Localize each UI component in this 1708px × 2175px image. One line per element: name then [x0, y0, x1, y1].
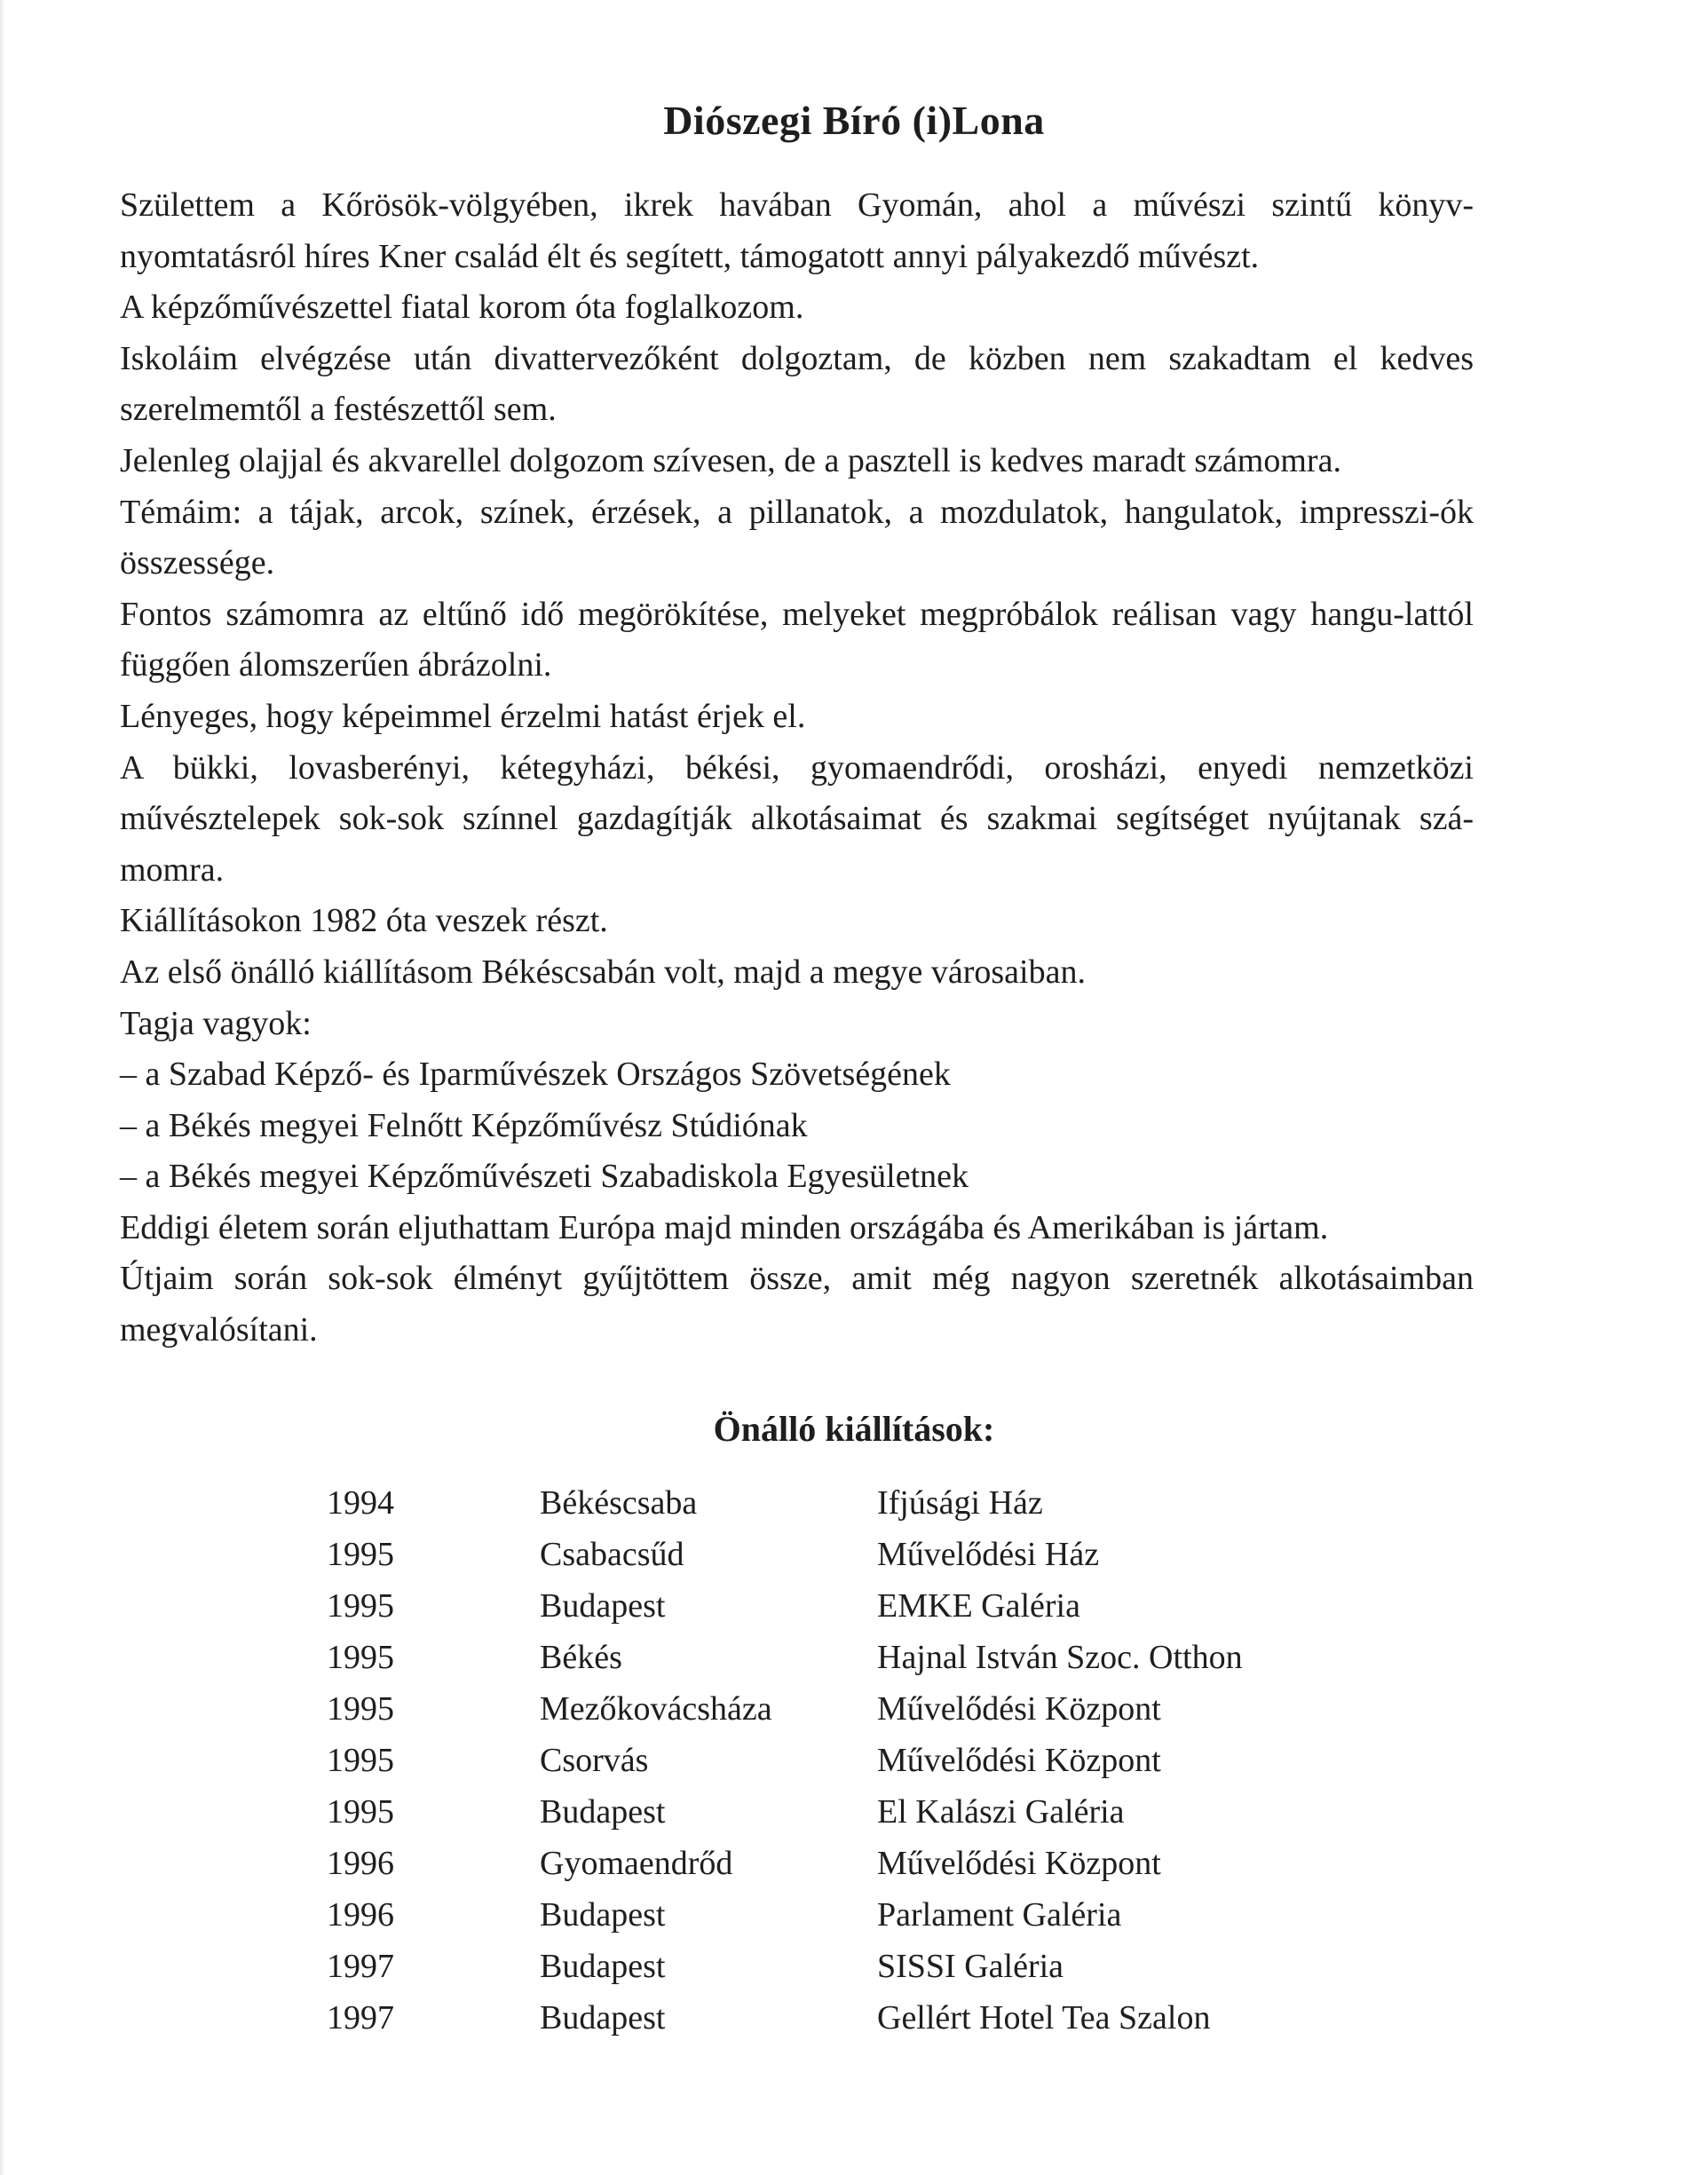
paragraph: Útjaim során sok-sok élményt gyűjtöttem össze, amit még nagyon szeretnék alkotásaimban megvalósítani. — [120, 1260, 1474, 1349]
exhibition-city: Budapest — [540, 1793, 666, 1831]
table-row — [327, 1889, 1339, 1941]
exhibition-venue: Művelődési Központ — [877, 1845, 1161, 1882]
exhibition-city: Budapest — [540, 1948, 666, 1985]
exhibition-year: 1996 — [327, 1896, 394, 1934]
exhibition-city: Mezőkovácsháza — [540, 1690, 772, 1728]
exhibition-year: 1995 — [327, 1690, 394, 1728]
exhibition-year: 1995 — [327, 1587, 394, 1625]
exhibition-venue: Művelődési Ház — [877, 1536, 1100, 1573]
exhibition-venue: SISSI Galéria — [877, 1948, 1064, 1985]
paragraph: Eddigi életem során eljuthattam Európa majd minden országába és Amerikában is jártam. — [120, 1208, 1329, 1246]
exhibition-venue: Művelődési Központ — [877, 1742, 1161, 1779]
exhibition-year: 1995 — [327, 1639, 394, 1676]
exhibition-venue: Parlament Galéria — [877, 1896, 1122, 1934]
exhibition-venue: Hajnal István Szoc. Otthon — [877, 1639, 1243, 1676]
table-row — [327, 1735, 1339, 1786]
exhibition-venue: Gellért Hotel Tea Szalon — [877, 1999, 1211, 2037]
exhibition-city: Békés — [540, 1639, 622, 1676]
exhibition-city: Budapest — [540, 1896, 666, 1934]
table-row — [327, 1786, 1339, 1838]
paragraph: Kiállításokon 1982 óta veszek részt. — [120, 902, 608, 940]
table-row — [327, 1992, 1339, 2044]
exhibition-year: 1994 — [327, 1484, 394, 1522]
table-row — [327, 1683, 1339, 1735]
paragraph: Fontos számomra az eltűnő idő megörökítése, melyeket megpróbálok reálisan vagy hangu-lattól függően álomszerűen ábrázolni. — [120, 595, 1474, 684]
exhibitions-table — [327, 1477, 1339, 2044]
membership-item: – a Békés megyei Képzőművészeti Szabadiskola Egyesületnek — [120, 1158, 969, 1196]
membership-item: – a Szabad Képző- és Iparművészek Országos Szövetségének — [120, 1056, 951, 1094]
paragraph: A bükki, lovasberényi, kétegyházi, békési, gyomaendrődi, orosházi, enyedi nemzetközi művésztelepek sok-sok színnel gazdagítják alkotásaimat és szakmai segítséget nyújtanak szá-momra. — [120, 748, 1474, 889]
table-row — [327, 1838, 1339, 1889]
paragraph: Témáim: a tájak, arcok, színek, érzések, a pillanatok, a mozdulatok, hangulatok, impresszi-ók összessége. — [120, 493, 1474, 582]
table-row — [327, 1529, 1339, 1580]
table-row — [327, 1632, 1339, 1683]
exhibition-year: 1995 — [327, 1793, 394, 1831]
exhibition-year: 1997 — [327, 1999, 394, 2037]
exhibition-venue: El Kalászi Galéria — [877, 1793, 1125, 1831]
membership-item: – a Békés megyei Felnőtt Képzőművész Stúdiónak — [120, 1106, 808, 1144]
paragraph: Születtem a Kőrösök-völgyében, ikrek havában Gyomán, ahol a művészi szintű könyv-nyomtatásról híres Kner család élt és segített, támogatott annyi pályakezdő művészt. — [120, 186, 1474, 275]
table-row — [327, 1580, 1339, 1632]
exhibition-city: Budapest — [540, 1587, 666, 1625]
paragraph: A képzőművészettel fiatal korom óta foglalkozom. — [120, 289, 804, 327]
exhibition-city: Csorvás — [540, 1742, 649, 1779]
exhibition-year: 1997 — [327, 1948, 394, 1985]
table-row — [327, 1477, 1339, 1529]
paragraph: Iskoláim elvégzése után divattervezőként dolgoztam, de közben nem szakadtam el kedves szerelmemtől a festészettől sem. — [120, 339, 1474, 429]
exhibition-venue: EMKE Galéria — [877, 1587, 1080, 1625]
paragraph: Az első önálló kiállításom Békéscsabán volt, majd a megye városaiban. — [120, 953, 1086, 991]
exhibitions-heading: Önálló kiállítások: — [713, 1409, 995, 1449]
exhibition-year: 1996 — [327, 1845, 394, 1882]
page-title: Diószegi Bíró (i)Lona — [663, 98, 1045, 143]
exhibition-year: 1995 — [327, 1742, 394, 1779]
table-row — [327, 1941, 1339, 1992]
paragraph: Jelenleg olajjal és akvarellel dolgozom szívesen, de a pasztell is kedves maradt számomra. — [120, 441, 1341, 479]
exhibition-city: Gyomaendrőd — [540, 1845, 733, 1882]
paragraph: Lényeges, hogy képeimmel érzelmi hatást érjek el. — [120, 697, 806, 735]
exhibition-year: 1995 — [327, 1536, 394, 1573]
exhibition-city: Békéscsaba — [540, 1484, 698, 1522]
biography-text — [120, 180, 1474, 1356]
paragraph: Tagja vagyok: — [120, 1004, 312, 1042]
page-edge-shadow — [0, 0, 5, 2175]
exhibition-venue: Művelődési Központ — [877, 1690, 1161, 1728]
exhibition-city: Budapest — [540, 1999, 666, 2037]
exhibition-venue: Ifjúsági Ház — [877, 1484, 1043, 1522]
exhibition-city: Csabacsűd — [540, 1536, 684, 1573]
